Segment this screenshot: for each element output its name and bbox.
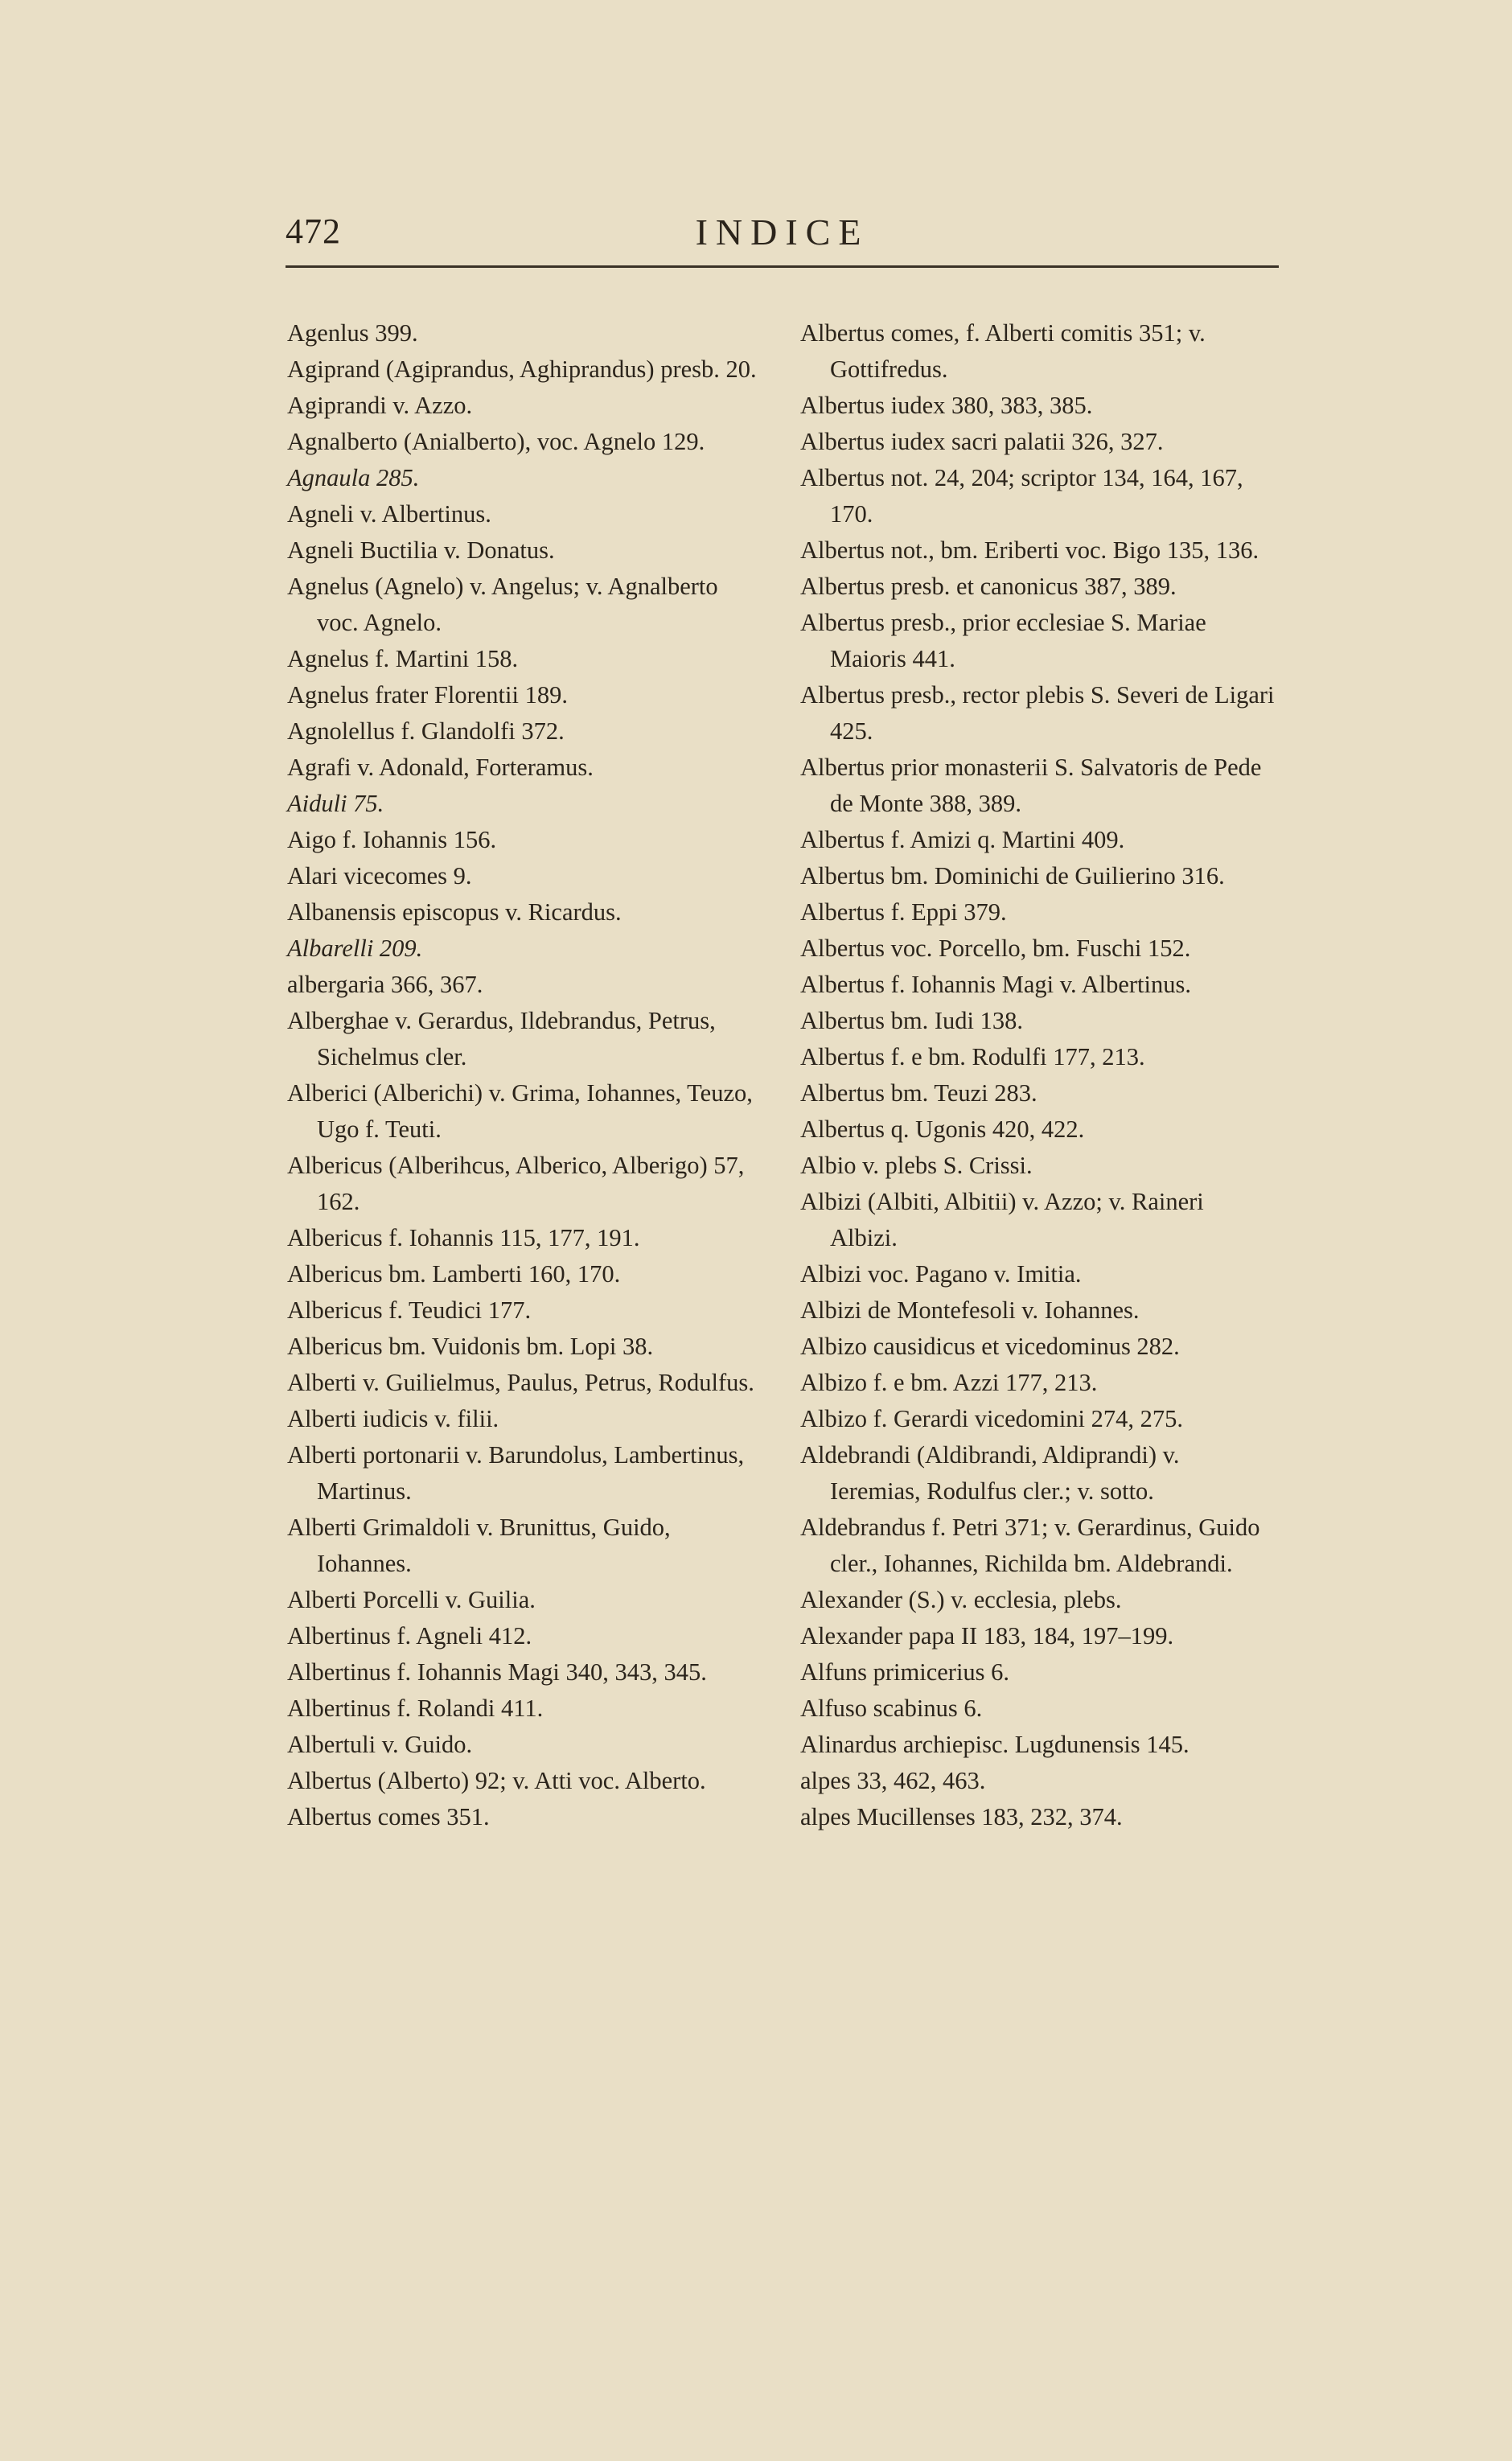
index-entry: Agiprand (Agiprandus, Aghiprandus) presb. 20. bbox=[287, 355, 757, 383]
index-entry: Albertus iudex sacri palatii 326, 327. bbox=[800, 428, 1164, 455]
page-title: INDICE bbox=[695, 212, 869, 253]
index-entry: Albertus bm. Iudi 138. bbox=[800, 1007, 1024, 1034]
index-entry: Albertinus f. Rolandi 411. bbox=[287, 1695, 544, 1722]
index-entry: Albizo f. e bm. Azzi 177, 213. bbox=[800, 1369, 1098, 1396]
index-entry: Alberti portonarii v. Barundolus, Lambertinus, Martinus. bbox=[287, 1441, 745, 1505]
index-entry: Alberti iudicis v. filii. bbox=[287, 1405, 499, 1432]
index-entry: Albertus (Alberto) 92; v. Atti voc. Alberto. bbox=[287, 1767, 706, 1794]
index-entry: Albertus presb., rector plebis S. Severi de Ligari 425. bbox=[800, 681, 1275, 745]
index-entry: Albertus presb. et canonicus 387, 389. bbox=[800, 573, 1177, 600]
index-entry: Aldebrandus f. Petri 371; v. Gerardinus, Guido cler., Iohannes, Richilda bm. Aldebrandi. bbox=[800, 1514, 1260, 1577]
index-entry: Alari vicecomes 9. bbox=[287, 862, 472, 889]
index-entry: alpes Mucillenses 183, 232, 374. bbox=[800, 1803, 1123, 1830]
index-entry: Agrafi v. Adonald, Forteramus. bbox=[287, 754, 594, 781]
index-entry: albergaria 366, 367. bbox=[287, 971, 483, 998]
index-entry: Albertus q. Ugonis 420, 422. bbox=[800, 1115, 1085, 1143]
index-entry: Albertus presb., prior ecclesiae S. Mariae Maioris 441. bbox=[800, 609, 1206, 672]
index-entry: Agneli v. Albertinus. bbox=[287, 500, 491, 528]
index-entry: Albertinus f. Agneli 412. bbox=[287, 1622, 532, 1650]
index-entry: Alberghae v. Gerardus, Ildebrandus, Petrus, Sichelmus cler. bbox=[287, 1007, 716, 1070]
index-entry: Albizi voc. Pagano v. Imitia. bbox=[800, 1260, 1082, 1288]
index-entry: Albertus prior monasterii S. Salvatoris de Pede de Monte 388, 389. bbox=[800, 754, 1262, 817]
index-entry: Albio v. plebs S. Crissi. bbox=[800, 1152, 1033, 1179]
page-header bbox=[286, 211, 1279, 262]
index-column-left bbox=[287, 315, 762, 1835]
index-entry: Albertus not. 24, 204; scriptor 134, 164, 167, 170. bbox=[800, 464, 1243, 528]
index-entry: Albertinus f. Iohannis Magi 340, 343, 345. bbox=[287, 1658, 707, 1686]
page-number: 472 bbox=[286, 212, 341, 251]
index-entry: Albertus f. e bm. Rodulfi 177, 213. bbox=[800, 1043, 1145, 1070]
index-entry: Albertus f. Eppi 379. bbox=[800, 898, 1007, 926]
index-entry: alpes 33, 462, 463. bbox=[800, 1767, 986, 1794]
index-entry: Agneli Buctilia v. Donatus. bbox=[287, 536, 555, 564]
index-column-right bbox=[800, 315, 1275, 1835]
index-entry: Albizi de Montefesoli v. Iohannes. bbox=[800, 1296, 1140, 1324]
index-entry: Albericus f. Teudici 177. bbox=[287, 1296, 532, 1324]
index-entry: Agiprandi v. Azzo. bbox=[287, 392, 473, 419]
index-entry: Agnelus f. Martini 158. bbox=[287, 645, 519, 672]
index-entry: Albericus bm. Vuidonis bm. Lopi 38. bbox=[287, 1333, 654, 1360]
index-entry: Alfuso scabinus 6. bbox=[800, 1695, 983, 1722]
index-entry: Alberti Porcelli v. Guilia. bbox=[287, 1586, 536, 1613]
header-rule bbox=[286, 265, 1279, 268]
index-entry: Albericus bm. Lamberti 160, 170. bbox=[287, 1260, 621, 1288]
index-entry: Albertus comes 351. bbox=[287, 1803, 490, 1830]
index-entry: Agnaula 285. bbox=[287, 464, 420, 491]
index-entry: Agenlus 399. bbox=[287, 319, 418, 347]
index-entry: Albarelli 209. bbox=[287, 935, 423, 962]
index-entry: Alfuns primicerius 6. bbox=[800, 1658, 1010, 1686]
index-entry: Albericus (Alberihcus, Alberico, Alberigo) 57, 162. bbox=[287, 1152, 745, 1215]
index-entry: Albertuli v. Guido. bbox=[287, 1731, 473, 1758]
index-entry: Alberti v. Guilielmus, Paulus, Petrus, Rodulfus. bbox=[287, 1369, 754, 1396]
index-entry: Albertus not., bm. Eriberti voc. Bigo 135, 136. bbox=[800, 536, 1259, 564]
index-entry: Albanensis episcopus v. Ricardus. bbox=[287, 898, 622, 926]
index-entry: Albizi (Albiti, Albitii) v. Azzo; v. Raineri Albizi. bbox=[800, 1188, 1204, 1251]
index-entry: Alberici (Alberichi) v. Grima, Iohannes, Teuzo, Ugo f. Teuti. bbox=[287, 1079, 753, 1143]
index-entry: Albertus bm. Teuzi 283. bbox=[800, 1079, 1037, 1107]
index-entry: Alexander papa II 183, 184, 197–199. bbox=[800, 1622, 1174, 1650]
index-entry: Agnolellus f. Glandolfi 372. bbox=[287, 717, 565, 745]
index-entry: Aiduli 75. bbox=[287, 790, 384, 817]
index-entry: Alexander (S.) v. ecclesia, plebs. bbox=[800, 1586, 1122, 1613]
index-entry: Albertus comes, f. Alberti comitis 351; v. Gottifredus. bbox=[800, 319, 1206, 383]
index-entry: Albizo f. Gerardi vicedomini 274, 275. bbox=[800, 1405, 1184, 1432]
index-entry: Albertus f. Iohannis Magi v. Albertinus. bbox=[800, 971, 1191, 998]
index-entry: Agnalberto (Anialberto), voc. Agnelo 129. bbox=[287, 428, 705, 455]
index-entry: Albericus f. Iohannis 115, 177, 191. bbox=[287, 1224, 640, 1251]
index-entry: Albertus iudex 380, 383, 385. bbox=[800, 392, 1093, 419]
index-entry: Albertus f. Amizi q. Martini 409. bbox=[800, 826, 1125, 853]
index-entry: Albertus bm. Dominichi de Guilierino 316. bbox=[800, 862, 1225, 889]
index-entry: Alinardus archiepisc. Lugdunensis 145. bbox=[800, 1731, 1189, 1758]
index-entry: Agnelus (Agnelo) v. Angelus; v. Agnalberto voc. Agnelo. bbox=[287, 573, 718, 636]
index-entry: Aigo f. Iohannis 156. bbox=[287, 826, 497, 853]
index-entry: Albertus voc. Porcello, bm. Fuschi 152. bbox=[800, 935, 1191, 962]
index-entry: Albizo causidicus et vicedominus 282. bbox=[800, 1333, 1180, 1360]
index-entry: Aldebrandi (Aldibrandi, Aldiprandi) v. Ieremias, Rodulfus cler.; v. sotto. bbox=[800, 1441, 1180, 1505]
index-entry: Alberti Grimaldoli v. Brunittus, Guido, Iohannes. bbox=[287, 1514, 671, 1577]
index-entry: Agnelus frater Florentii 189. bbox=[287, 681, 568, 709]
